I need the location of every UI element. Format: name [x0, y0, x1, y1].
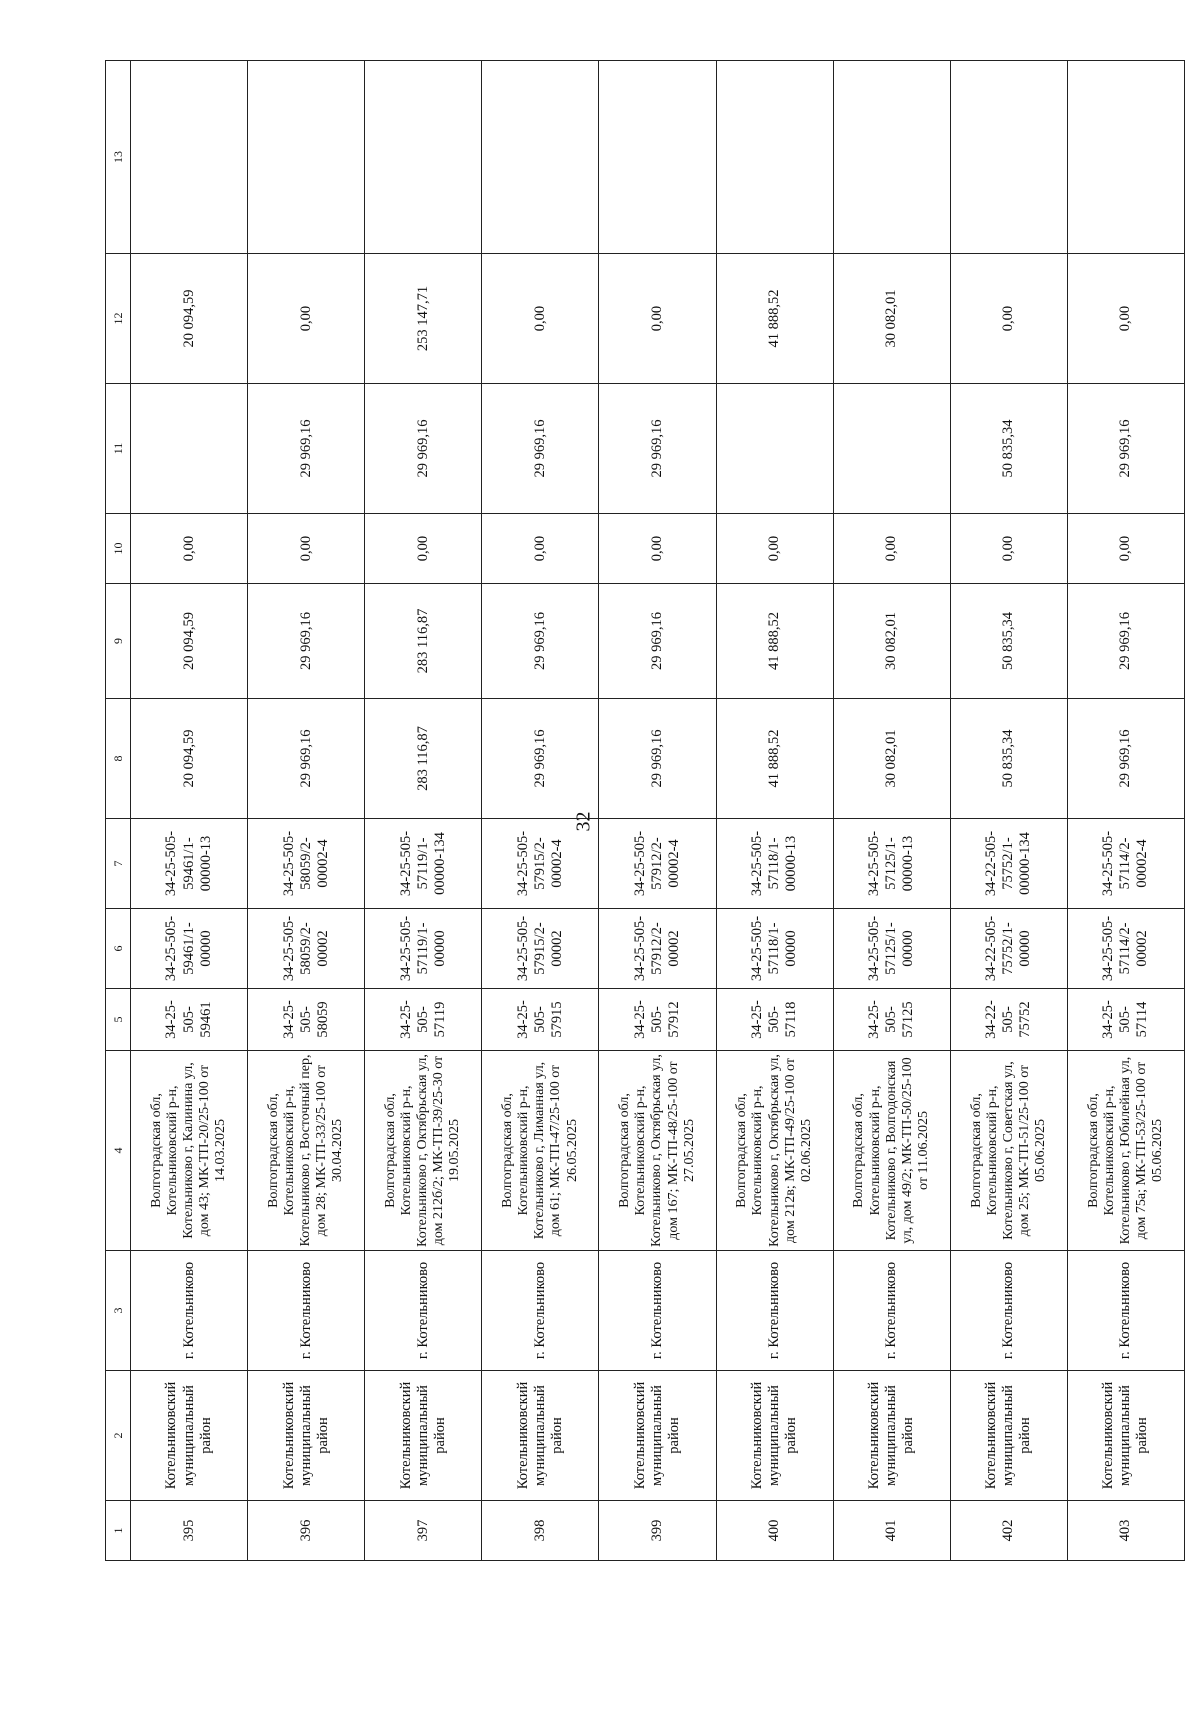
note-cell — [131, 61, 248, 254]
amount-zero-cell: 0,00 — [833, 514, 950, 584]
column-header-2: 2 — [106, 1371, 131, 1501]
paid-cell: 29 969,16 — [482, 384, 599, 514]
amount-total-cell: 30 082,01 — [833, 584, 950, 699]
cadastral-cell: 34-25-505-57119 — [365, 989, 482, 1051]
row-number: 399 — [599, 1501, 716, 1561]
locality-cell: г. Котельниково — [716, 1251, 833, 1371]
amount-total-cell: 41 888,52 — [716, 584, 833, 699]
row-number: 401 — [833, 1501, 950, 1561]
column-header-9: 9 — [106, 584, 131, 699]
object-id-cell: 34-25-505-58059/2-00002 — [248, 909, 365, 989]
amount-zero-cell: 0,00 — [950, 514, 1067, 584]
amount-cell: 283 116,87 — [365, 699, 482, 819]
contract-id-cell: 34-25-505-57125/1-00000-13 — [833, 819, 950, 909]
table-header-row — [106, 61, 131, 1561]
cadastral-cell: 34-25-505-57114 — [1067, 989, 1184, 1051]
district-cell: Котельниковский муниципальный район — [599, 1371, 716, 1501]
cadastral-cell: 34-25-505-59461 — [131, 989, 248, 1051]
address-cell: Волгоградская обл, Котельниковский р-н, Котельниково г, Советская ул, дом 25; МК-ТП-51/25-100 от 05.06.2025 — [950, 1051, 1067, 1251]
district-cell: Котельниковский муниципальный район — [131, 1371, 248, 1501]
row-number: 402 — [950, 1501, 1067, 1561]
paid-cell: 29 969,16 — [248, 384, 365, 514]
column-header-5: 5 — [106, 989, 131, 1051]
page-number: 32 — [572, 811, 595, 832]
address-cell: Волгоградская обл, Котельниковский р-н, Котельниково г, Волгодонская ул, дом 49/2; МК-ТП-50/25-100 от 11.06.2025 — [833, 1051, 950, 1251]
contract-id-cell: 34-25-505-57912/2-00002-4 — [599, 819, 716, 909]
table-row — [1067, 61, 1184, 1561]
locality-cell: г. Котельниково — [365, 1251, 482, 1371]
table-row — [482, 61, 599, 1561]
address-cell: Волгоградская обл, Котельниковский р-н, Котельниково г, Юбилейная ул, дом 75а; МК-ТП-53/25-100 от 05.06.2025 — [1067, 1051, 1184, 1251]
locality-cell: г. Котельниково — [1067, 1251, 1184, 1371]
object-id-cell: 34-25-505-57912/2-00002 — [599, 909, 716, 989]
balance-cell: 0,00 — [950, 254, 1067, 384]
balance-cell: 20 094,59 — [131, 254, 248, 384]
contract-id-cell: 34-25-505-57119/1-00000-134 — [365, 819, 482, 909]
amount-total-cell: 50 835,34 — [950, 584, 1067, 699]
amount-total-cell: 29 969,16 — [599, 584, 716, 699]
locality-cell: г. Котельниково — [248, 1251, 365, 1371]
district-cell: Котельниковский муниципальный район — [950, 1371, 1067, 1501]
amount-total-cell: 29 969,16 — [248, 584, 365, 699]
balance-cell: 253 147,71 — [365, 254, 482, 384]
address-cell: Волгоградская обл, Котельниковский р-н, Котельниково г, Октябрьская ул, дом 212б/2; МК-ТП-39/25-30 от 19.05.2025 — [365, 1051, 482, 1251]
column-header-13: 13 — [106, 61, 131, 254]
district-cell: Котельниковский муниципальный район — [716, 1371, 833, 1501]
amount-zero-cell: 0,00 — [365, 514, 482, 584]
amount-total-cell: 283 116,87 — [365, 584, 482, 699]
paid-cell: 29 969,16 — [599, 384, 716, 514]
note-cell — [365, 61, 482, 254]
paid-cell — [131, 384, 248, 514]
balance-cell: 0,00 — [599, 254, 716, 384]
contract-id-cell: 34-22-505-75752/1-00000-134 — [950, 819, 1067, 909]
contract-id-cell: 34-25-505-57118/1-00000-13 — [716, 819, 833, 909]
amount-total-cell: 29 969,16 — [1067, 584, 1184, 699]
paid-cell: 29 969,16 — [1067, 384, 1184, 514]
cadastral-cell: 34-25-505-57912 — [599, 989, 716, 1051]
address-cell: Волгоградская обл, Котельниковский р-н, Котельниково г, Калинина ул, дом 43; МК-ТП-20/25-100 от 14.03.2025 — [131, 1051, 248, 1251]
contract-id-cell: 34-25-505-59461/1-00000-13 — [131, 819, 248, 909]
cadastral-cell: 34-25-505-58059 — [248, 989, 365, 1051]
paid-cell — [833, 384, 950, 514]
row-number: 403 — [1067, 1501, 1184, 1561]
district-cell: Котельниковский муниципальный район — [365, 1371, 482, 1501]
amount-total-cell: 20 094,59 — [131, 584, 248, 699]
table-row — [248, 61, 365, 1561]
note-cell — [482, 61, 599, 254]
row-number: 396 — [248, 1501, 365, 1561]
cadastral-cell: 34-22-505-75752 — [950, 989, 1067, 1051]
locality-cell: г. Котельниково — [833, 1251, 950, 1371]
object-id-cell: 34-25-505-57118/1-00000 — [716, 909, 833, 989]
column-header-12: 12 — [106, 254, 131, 384]
amount-cell: 50 835,34 — [950, 699, 1067, 819]
column-header-4: 4 — [106, 1051, 131, 1251]
object-id-cell: 34-25-505-57125/1-00000 — [833, 909, 950, 989]
object-id-cell: 34-25-505-57119/1-00000 — [365, 909, 482, 989]
paid-cell — [716, 384, 833, 514]
amount-cell: 20 094,59 — [131, 699, 248, 819]
locality-cell: г. Котельниково — [950, 1251, 1067, 1371]
locality-cell: г. Котельниково — [131, 1251, 248, 1371]
column-header-7: 7 — [106, 819, 131, 909]
table-body — [131, 61, 1185, 1561]
balance-cell: 41 888,52 — [716, 254, 833, 384]
paid-cell: 29 969,16 — [365, 384, 482, 514]
note-cell — [599, 61, 716, 254]
row-number: 398 — [482, 1501, 599, 1561]
balance-cell: 0,00 — [1067, 254, 1184, 384]
note-cell — [716, 61, 833, 254]
district-cell: Котельниковский муниципальный район — [1067, 1371, 1184, 1501]
note-cell — [833, 61, 950, 254]
note-cell — [1067, 61, 1184, 254]
paid-cell: 50 835,34 — [950, 384, 1067, 514]
amount-zero-cell: 0,00 — [1067, 514, 1184, 584]
balance-cell: 30 082,01 — [833, 254, 950, 384]
amount-zero-cell: 0,00 — [599, 514, 716, 584]
amount-cell: 30 082,01 — [833, 699, 950, 819]
column-header-11: 11 — [106, 384, 131, 514]
object-id-cell: 34-25-505-57114/2-00002 — [1067, 909, 1184, 989]
cadastral-cell: 34-25-505-57915 — [482, 989, 599, 1051]
amount-zero-cell: 0,00 — [482, 514, 599, 584]
cadastral-cell: 34-25-505-57118 — [716, 989, 833, 1051]
table-row — [365, 61, 482, 1561]
balance-cell: 0,00 — [248, 254, 365, 384]
object-id-cell: 34-22-505-75752/1-00000 — [950, 909, 1067, 989]
amount-cell: 29 969,16 — [248, 699, 365, 819]
note-cell — [248, 61, 365, 254]
table-row — [716, 61, 833, 1561]
amount-total-cell: 29 969,16 — [482, 584, 599, 699]
object-id-cell: 34-25-505-59461/1-00000 — [131, 909, 248, 989]
table-row — [950, 61, 1067, 1561]
table-row — [833, 61, 950, 1561]
balance-cell: 0,00 — [482, 254, 599, 384]
object-id-cell: 34-25-505-57915/2-00002 — [482, 909, 599, 989]
contract-id-cell: 34-25-505-57114/2-00002-4 — [1067, 819, 1184, 909]
amount-cell: 41 888,52 — [716, 699, 833, 819]
address-cell: Волгоградская обл, Котельниковский р-н, Котельниково г, Восточный пер, дом 28; МК-ТП-33/25-100 от 30.04.2025 — [248, 1051, 365, 1251]
district-cell: Котельниковский муниципальный район — [248, 1371, 365, 1501]
column-header-10: 10 — [106, 514, 131, 584]
table-row — [131, 61, 248, 1561]
locality-cell: г. Котельниково — [482, 1251, 599, 1371]
amount-cell: 29 969,16 — [1067, 699, 1184, 819]
locality-cell: г. Котельниково — [599, 1251, 716, 1371]
address-cell: Волгоградская обл, Котельниковский р-н, Котельниково г, Октябрьская ул, дом 212в; МК-ТП-49/25-100 от 02.06.2025 — [716, 1051, 833, 1251]
note-cell — [950, 61, 1067, 254]
column-header-6: 6 — [106, 909, 131, 989]
district-cell: Котельниковский муниципальный район — [482, 1371, 599, 1501]
contract-id-cell: 34-25-505-57915/2-00002-4 — [482, 819, 599, 909]
row-number: 395 — [131, 1501, 248, 1561]
column-header-1: 1 — [106, 1501, 131, 1561]
amount-zero-cell: 0,00 — [131, 514, 248, 584]
contract-id-cell: 34-25-505-58059/2-00002-4 — [248, 819, 365, 909]
registry-table — [105, 60, 1185, 1561]
amount-zero-cell: 0,00 — [248, 514, 365, 584]
column-header-8: 8 — [106, 699, 131, 819]
amount-zero-cell: 0,00 — [716, 514, 833, 584]
amount-cell: 29 969,16 — [482, 699, 599, 819]
address-cell: Волгоградская обл, Котельниковский р-н, Котельниково г, Лиманная ул, дом 61; МК-ТП-47/25-100 от 26.05.2025 — [482, 1051, 599, 1251]
cadastral-cell: 34-25-505-57125 — [833, 989, 950, 1051]
registry-table-sheet — [105, 61, 1185, 1561]
district-cell: Котельниковский муниципальный район — [833, 1371, 950, 1501]
table-row — [599, 61, 716, 1561]
column-header-3: 3 — [106, 1251, 131, 1371]
amount-cell: 29 969,16 — [599, 699, 716, 819]
address-cell: Волгоградская обл, Котельниковский р-н, Котельниково г, Октябрьская ул, дом 167; МК-ТП-48/25-100 от 27.05.2025 — [599, 1051, 716, 1251]
row-number: 397 — [365, 1501, 482, 1561]
row-number: 400 — [716, 1501, 833, 1561]
